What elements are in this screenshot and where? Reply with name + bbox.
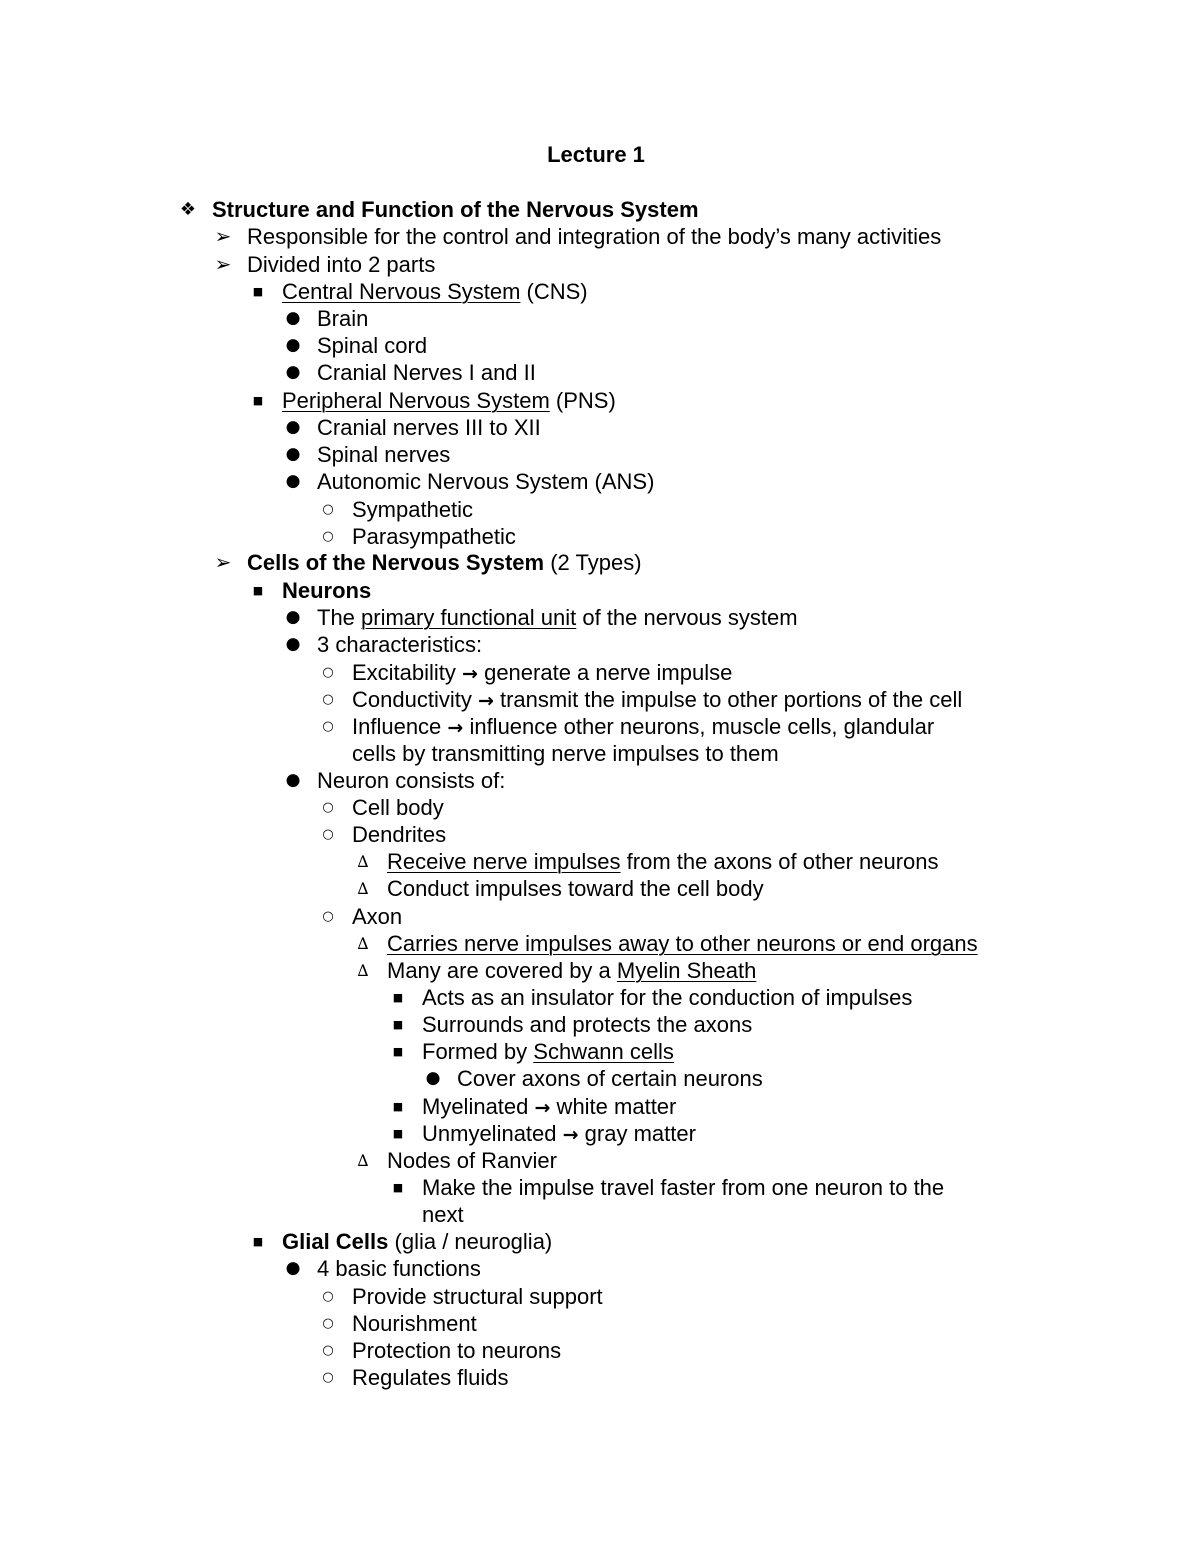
dot-bullet-icon: ● [285,308,301,328]
diamond-bullet-icon: ❖ [179,199,197,220]
text-run: Responsible for the control and integration of the body’s many activities [247,224,942,249]
delta-bullet-icon: ∆ [357,1151,369,1170]
text-run: gray matter [578,1121,696,1146]
delta-bullet-icon: ∆ [357,852,369,871]
square-bullet-icon: ■ [252,285,264,298]
square-bullet-icon: ■ [392,1127,404,1140]
outline-item [0,1038,1190,1065]
circle-bullet-icon: ○ [322,529,334,544]
text-run: generate a nerve impulse [477,660,733,685]
text-run: Brain [317,306,369,331]
outline-item-text [317,414,541,441]
outline-item-text [317,332,427,359]
outline-item-text [352,659,732,688]
outline-item-text [352,740,779,767]
bold-text: Glial Cells [282,1229,389,1254]
outline-item [0,848,1190,875]
outline-item-text [317,604,798,631]
circle-bullet-icon: ○ [322,1316,334,1331]
text-run: Protection to neurons [352,1338,562,1363]
text-run: Divided into 2 parts [247,252,436,277]
outline-item [0,1228,1190,1255]
outline-item-text [422,1011,752,1038]
text-run: next [422,1202,464,1227]
outline-item [0,1337,1190,1364]
text-run: (2 Types) [544,550,642,575]
outline-item [0,332,1190,359]
outline-item [0,1174,1190,1201]
outline-item [0,1364,1190,1391]
circle-bullet-icon: ○ [322,665,334,680]
outline-item-text [387,848,939,875]
outline-item [0,196,1190,223]
outline-item [0,1093,1190,1120]
text-run: transmit the impulse to other portions of the cell [493,687,963,712]
text-run: Parasympathetic [352,524,516,549]
outline-item-text [212,196,699,223]
outline-item [0,984,1190,1011]
outline-item-text [352,496,473,523]
outline-item-text [422,984,912,1011]
outline-item-text [247,251,435,278]
outline-item-text [247,223,941,250]
outline-item [0,359,1190,386]
underlined-text: primary functional unit [361,605,577,630]
underlined-text: Schwann cells [533,1039,674,1064]
outline-item-text [317,767,505,794]
outline-item-text [352,821,446,848]
outline-item [0,740,1190,767]
outline-item-text [282,387,616,414]
outline-item [0,387,1190,414]
outline-item-text [317,468,654,495]
text-run: (PNS) [549,388,616,413]
text-run: Make the impulse travel faster from one neuron to the [422,1175,945,1200]
outline-item [0,631,1190,658]
outline-item [0,957,1190,984]
outline-item [0,930,1190,957]
square-bullet-icon: ■ [392,1045,404,1058]
text-run: (glia / neuroglia) [388,1229,553,1254]
square-bullet-icon: ■ [392,991,404,1004]
underlined-text: Central Nervous System [282,279,521,304]
dot-bullet-icon: ● [285,471,301,491]
outline-item-text [352,794,444,821]
outline-item [0,604,1190,631]
square-bullet-icon: ■ [392,1181,404,1194]
delta-bullet-icon: ∆ [357,961,369,980]
dot-bullet-icon: ● [285,444,301,464]
outline-item [0,767,1190,794]
arrowhead-bullet-icon: ➢ [214,224,232,248]
outline-item-text [317,1255,481,1282]
outline-item [0,278,1190,305]
circle-bullet-icon: ○ [322,827,334,842]
underlined-text: Peripheral Nervous System [282,388,550,413]
bold-text: Neurons [282,578,372,603]
dot-bullet-icon: ● [285,770,301,790]
square-bullet-icon: ■ [252,394,264,407]
text-run: Many are covered by a [387,958,617,983]
outline-item [0,305,1190,332]
text-run: Neuron consists of: [317,768,506,793]
outline-item-text [352,1364,509,1391]
text-run: Formed by [422,1039,534,1064]
circle-bullet-icon: ○ [322,1370,334,1385]
outline-item-text [387,875,764,902]
circle-bullet-icon: ○ [322,800,334,815]
outline-item [0,794,1190,821]
text-run: Spinal cord [317,333,428,358]
bold-text: Structure and Function of the Nervous System [212,197,699,222]
text-run: (CNS) [520,279,588,304]
text-run: cells by transmitting nerve impulses to them [352,741,779,766]
outline-item-text [247,549,642,576]
outline-item [0,1255,1190,1282]
text-run: Cell body [352,795,444,820]
outline-item [0,1120,1190,1147]
text-run: from the axons of other neurons [620,849,939,874]
text-run: Provide structural support [352,1284,603,1309]
dot-bullet-icon: ● [285,607,301,627]
outline-item [0,577,1190,604]
dot-bullet-icon: ● [285,335,301,355]
dot-bullet-icon: ● [285,417,301,437]
text-run: The [317,605,362,630]
text-run: Surrounds and protects the axons [422,1012,753,1037]
outline-item-text [387,957,756,984]
text-run: Regulates fluids [352,1365,509,1390]
outline-item-text [352,686,962,715]
outline-item-text [317,631,482,658]
outline-item-text [422,1201,464,1228]
outline-item-text [387,930,978,957]
outline-item [0,414,1190,441]
delta-bullet-icon: ∆ [357,934,369,953]
outline-item [0,686,1190,713]
outline-item-text [352,1337,561,1364]
outline-item [0,496,1190,523]
outline-item [0,1147,1190,1174]
text-run: Myelinated [422,1094,535,1119]
outline-item-text [317,305,368,332]
bold-text: Cells of the Nervous System [247,550,545,575]
outline-item-text [282,1228,552,1255]
outline-item [0,523,1190,550]
outline-item [0,875,1190,902]
circle-bullet-icon: ○ [322,909,334,924]
text-run: Cranial Nerves I and II [317,360,536,385]
underlined-text: Myelin Sheath [616,958,757,983]
outline-item [0,223,1190,250]
outline-item-text [352,903,402,930]
dot-bullet-icon: ● [425,1068,441,1088]
underlined-text: Carries nerve impulses away to other neurons or end organs [387,931,978,956]
page-title: Lecture 1 [547,142,645,167]
outline-item [0,468,1190,495]
right-arrow-icon: → [447,717,464,739]
outline-item-text [422,1120,696,1149]
text-run: Autonomic Nervous System (ANS) [317,469,655,494]
outline-item-text [317,441,450,468]
text-run: Sympathetic [352,497,474,522]
outline-item-text [387,1147,557,1174]
text-run: Nodes of Ranvier [387,1148,557,1173]
outline-item-text [352,1310,477,1337]
circle-bullet-icon: ○ [322,502,334,517]
outline-item-text [457,1065,763,1092]
outline-item-text [352,713,934,742]
outline-item-text [352,523,516,550]
text-run: Conduct impulses toward the cell body [387,876,764,901]
right-arrow-icon: → [562,1124,579,1146]
outline-item-text [282,577,371,604]
outline-item [0,1201,1190,1228]
dot-bullet-icon: ● [285,634,301,654]
text-run: Unmyelinated [422,1121,563,1146]
text-run: Conductivity [352,687,478,712]
dot-bullet-icon: ● [285,362,301,382]
outline-item [0,903,1190,930]
square-bullet-icon: ■ [392,1018,404,1031]
text-run: 3 characteristics: [317,632,483,657]
underlined-text: Receive nerve impulses [387,849,621,874]
outline-item-text [317,359,536,386]
right-arrow-icon: → [534,1097,551,1119]
text-run: Cranial nerves III to XII [317,415,541,440]
outline-item [0,821,1190,848]
text-run: Axon [352,904,403,929]
arrowhead-bullet-icon: ➢ [214,550,232,574]
text-run: Dendrites [352,822,447,847]
circle-bullet-icon: ○ [322,719,334,734]
outline-item [0,1283,1190,1310]
outline-item-text [422,1174,944,1201]
dot-bullet-icon: ● [285,1258,301,1278]
outline-item-text [282,278,588,305]
circle-bullet-icon: ○ [322,1289,334,1304]
text-run: Excitability [352,660,463,685]
square-bullet-icon: ■ [392,1100,404,1113]
text-run: Acts as an insulator for the conduction of impulses [422,985,913,1010]
right-arrow-icon: → [477,690,494,712]
outline-item [0,441,1190,468]
text-run: white matter [550,1094,677,1119]
delta-bullet-icon: ∆ [357,879,369,898]
text-run: Cover axons of certain neurons [457,1066,763,1091]
text-run: Spinal nerves [317,442,451,467]
outline-item [0,713,1190,740]
text-run: Nourishment [352,1311,477,1336]
circle-bullet-icon: ○ [322,1343,334,1358]
text-run: Influence [352,714,448,739]
outline-item-text [422,1038,674,1065]
text-run: 4 basic functions [317,1256,481,1281]
outline-item [0,1011,1190,1038]
outline-item [0,1310,1190,1337]
outline-item [0,659,1190,686]
outline-item [0,549,1190,576]
text-run: of the nervous system [576,605,798,630]
square-bullet-icon: ■ [252,584,264,597]
outline-item-text [422,1093,676,1122]
square-bullet-icon: ■ [252,1235,264,1248]
right-arrow-icon: → [462,663,478,685]
text-run: influence other neurons, muscle cells, glandular [463,714,935,739]
arrowhead-bullet-icon: ➢ [214,252,232,276]
outline-item-text [352,1283,603,1310]
outline-item [0,1065,1190,1092]
circle-bullet-icon: ○ [322,692,334,707]
outline-item [0,251,1190,278]
